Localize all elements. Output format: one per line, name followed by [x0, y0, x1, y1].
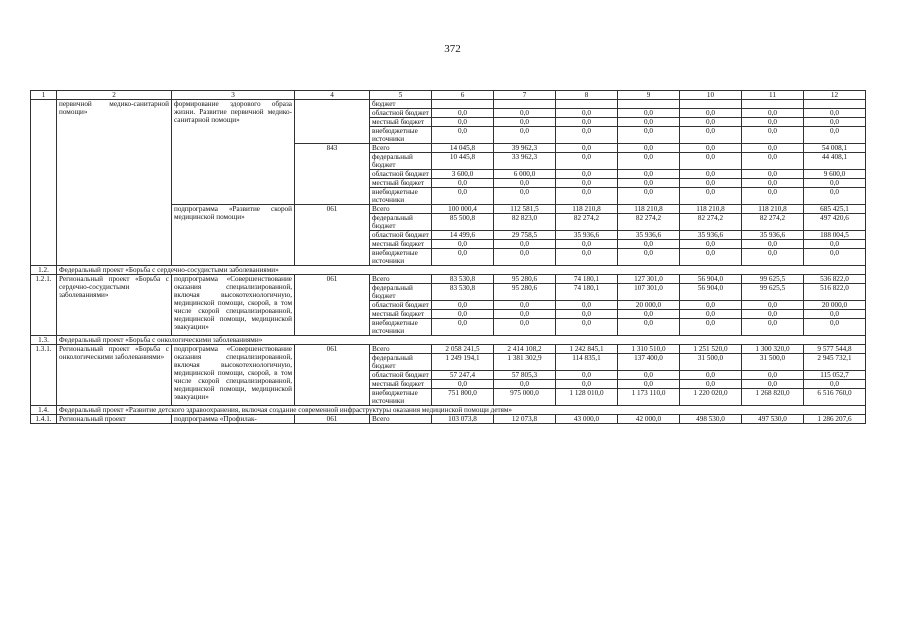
value-cell: 43 000,0	[556, 415, 618, 424]
value-cell: 1 286 207,6	[804, 415, 866, 424]
value-cell: 0,0	[494, 240, 556, 249]
source-cell: Всего	[370, 205, 432, 214]
source-cell: Всего	[370, 345, 432, 354]
value-cell: 0,0	[680, 153, 742, 170]
value-cell: 0,0	[680, 144, 742, 153]
source-cell: областной бюджет	[370, 301, 432, 310]
item-number-cell: 1.4.1.	[31, 415, 57, 424]
item-number-cell: 1.3.1.	[31, 345, 57, 406]
value-cell: 12 073,8	[494, 415, 556, 424]
value-cell: 0,0	[742, 144, 804, 153]
value-cell: 82 274,2	[742, 214, 804, 231]
value-cell: 14 045,8	[432, 144, 494, 153]
value-cell: 0,0	[804, 319, 866, 336]
value-cell: 0,0	[556, 118, 618, 127]
value-cell: 57 805,3	[494, 371, 556, 380]
column-number-cell: 7	[494, 91, 556, 100]
value-cell: 103 073,8	[432, 415, 494, 424]
source-cell: Всего	[370, 275, 432, 284]
source-cell: внебюджетные источники	[370, 188, 432, 205]
value-cell: 35 936,6	[742, 231, 804, 240]
source-cell: федеральный бюджет	[370, 214, 432, 231]
value-cell: 0,0	[680, 179, 742, 188]
section-number-cell: 1.4.	[31, 406, 57, 415]
source-cell: бюджет	[370, 100, 432, 109]
value-cell: 33 962,3	[494, 153, 556, 170]
source-cell: местный бюджет	[370, 240, 432, 249]
value-cell: 0,0	[494, 188, 556, 205]
value-cell: 0,0	[432, 109, 494, 118]
value-cell: 0,0	[618, 144, 680, 153]
value-cell: 1 300 320,0	[742, 345, 804, 354]
value-cell: 0,0	[742, 127, 804, 144]
value-cell: 56 904,0	[680, 284, 742, 301]
value-cell: 1 128 010,0	[556, 389, 618, 406]
value-cell: 0,0	[804, 179, 866, 188]
value-cell: 0,0	[618, 153, 680, 170]
value-cell: 0,0	[494, 249, 556, 266]
value-cell: 0,0	[618, 249, 680, 266]
value-cell: 14 499,6	[432, 231, 494, 240]
value-cell: 0,0	[618, 118, 680, 127]
value-cell: 0,0	[618, 371, 680, 380]
section-number-cell: 1.2.	[31, 266, 57, 275]
value-cell: 1 251 520,0	[680, 345, 742, 354]
value-cell: 0,0	[494, 179, 556, 188]
value-cell: 95 280,6	[494, 275, 556, 284]
project-name-cell: первичной медико-санитарной помощи»	[57, 100, 172, 266]
value-cell: 0,0	[742, 371, 804, 380]
value-cell: 0,0	[556, 319, 618, 336]
admin-code-cell: 061	[295, 345, 370, 406]
value-cell: 0,0	[680, 249, 742, 266]
value-cell: 0,0	[494, 301, 556, 310]
source-cell: Всего	[370, 144, 432, 153]
value-cell: 0,0	[680, 380, 742, 389]
value-cell: 0,0	[804, 240, 866, 249]
section-title-cell: Федеральный проект «Борьба с онкологическими заболеваниями»	[57, 336, 866, 345]
value-cell: 31 500,0	[742, 354, 804, 371]
value-cell: 44 408,1	[804, 153, 866, 170]
value-cell: 536 822,0	[804, 275, 866, 284]
value-cell: 85 500,8	[432, 214, 494, 231]
column-number-cell: 12	[804, 91, 866, 100]
value-cell: 0,0	[742, 153, 804, 170]
value-cell: 0,0	[432, 301, 494, 310]
value-cell: 0,0	[680, 109, 742, 118]
value-cell: 0,0	[618, 170, 680, 179]
value-cell: 0,0	[742, 301, 804, 310]
value-cell: 0,0	[618, 240, 680, 249]
value-cell: 516 822,0	[804, 284, 866, 301]
value-cell: 82 274,2	[680, 214, 742, 231]
budget-table	[30, 90, 866, 424]
value-cell: 685 425,1	[804, 205, 866, 214]
admin-code-cell: 061	[295, 205, 370, 266]
value-cell: 0,0	[556, 109, 618, 118]
column-number-cell: 3	[172, 91, 295, 100]
value-cell: 112 581,5	[494, 205, 556, 214]
value-cell: 1 242 845,1	[556, 345, 618, 354]
value-cell: 0,0	[680, 127, 742, 144]
value-cell: 0,0	[556, 170, 618, 179]
value-cell: 0,0	[680, 371, 742, 380]
table-cell	[31, 100, 57, 266]
value-cell: 83 530,8	[432, 284, 494, 301]
value-cell: 1 310 510,0	[618, 345, 680, 354]
value-cell: 0,0	[494, 127, 556, 144]
value-cell: 0,0	[556, 301, 618, 310]
value-cell: 0,0	[432, 118, 494, 127]
value-cell: 42 000,0	[618, 415, 680, 424]
subprogram-cell: формирование здорового образа жизни. Развитие первичной медико-санитарной помощи»	[172, 100, 295, 205]
section-title-cell: Федеральный проект «Развитие детского здравоохранения, включая создание современной инфраструктуры оказания медицинской помощи детям»	[57, 406, 866, 415]
value-cell: 0,0	[556, 371, 618, 380]
column-number-cell: 5	[370, 91, 432, 100]
value-cell: 74 180,1	[556, 275, 618, 284]
source-cell: областной бюджет	[370, 371, 432, 380]
value-cell: 0,0	[804, 380, 866, 389]
value-cell: 0,0	[556, 240, 618, 249]
value-cell: 0,0	[742, 310, 804, 319]
value-cell: 2 058 241,5	[432, 345, 494, 354]
value-cell: 6 516 760,0	[804, 389, 866, 406]
value-cell: 0,0	[556, 127, 618, 144]
value-cell: 0,0	[494, 319, 556, 336]
table-cell	[432, 100, 494, 109]
value-cell: 35 936,6	[556, 231, 618, 240]
value-cell: 57 247,4	[432, 371, 494, 380]
value-cell: 0,0	[680, 188, 742, 205]
value-cell: 497 420,6	[804, 214, 866, 231]
value-cell: 0,0	[556, 188, 618, 205]
table-cell	[804, 100, 866, 109]
project-name-cell: Региональный проект «Борьба с онкологическими заболеваниями»	[57, 345, 172, 406]
value-cell: 0,0	[742, 118, 804, 127]
value-cell: 82 823,0	[494, 214, 556, 231]
value-cell: 29 758,5	[494, 231, 556, 240]
value-cell: 100 000,4	[432, 205, 494, 214]
source-cell: областной бюджет	[370, 231, 432, 240]
value-cell: 1 249 194,1	[432, 354, 494, 371]
value-cell: 9 577 544,8	[804, 345, 866, 354]
value-cell: 1 381 302,9	[494, 354, 556, 371]
value-cell: 0,0	[680, 170, 742, 179]
value-cell: 54 008,1	[804, 144, 866, 153]
value-cell: 3 600,0	[432, 170, 494, 179]
value-cell: 0,0	[618, 109, 680, 118]
value-cell: 0,0	[556, 153, 618, 170]
value-cell: 188 004,5	[804, 231, 866, 240]
value-cell: 0,0	[680, 240, 742, 249]
source-cell: внебюджетные источники	[370, 127, 432, 144]
value-cell: 99 625,5	[742, 284, 804, 301]
admin-code-cell: 061	[295, 415, 370, 424]
value-cell: 0,0	[742, 380, 804, 389]
value-cell: 0,0	[618, 380, 680, 389]
source-cell: федеральный бюджет	[370, 153, 432, 170]
value-cell: 137 400,0	[618, 354, 680, 371]
value-cell: 0,0	[804, 109, 866, 118]
value-cell: 0,0	[432, 188, 494, 205]
value-cell: 118 210,8	[742, 205, 804, 214]
project-name-cell: Региональный проект «Борьба с сердечно-сосудистыми заболеваниями»	[57, 275, 172, 336]
source-cell: федеральный бюджет	[370, 284, 432, 301]
value-cell: 127 301,0	[618, 275, 680, 284]
value-cell: 0,0	[742, 249, 804, 266]
value-cell: 975 000,0	[494, 389, 556, 406]
table-row	[31, 415, 866, 424]
value-cell: 56 904,0	[680, 275, 742, 284]
value-cell: 0,0	[432, 127, 494, 144]
source-cell: внебюджетные источники	[370, 319, 432, 336]
value-cell: 0,0	[494, 109, 556, 118]
value-cell: 497 530,0	[742, 415, 804, 424]
value-cell: 118 210,8	[618, 205, 680, 214]
value-cell: 0,0	[432, 310, 494, 319]
value-cell: 0,0	[618, 188, 680, 205]
value-cell: 0,0	[742, 109, 804, 118]
value-cell: 0,0	[494, 310, 556, 319]
value-cell: 0,0	[804, 188, 866, 205]
table-cell	[680, 100, 742, 109]
value-cell: 6 000,0	[494, 170, 556, 179]
table-cell	[742, 100, 804, 109]
value-cell: 107 301,0	[618, 284, 680, 301]
column-number-cell: 2	[57, 91, 172, 100]
value-cell: 114 835,1	[556, 354, 618, 371]
subprogram-cell: подпрограмма «Развитие скорой медицинской помощи»	[172, 205, 295, 266]
value-cell: 0,0	[556, 310, 618, 319]
subprogram-cell: подпрограмма «Совершенствование оказания специализированной, включая высокотехнологичную, медицинской помощи, скорой, в том числе скорой специализированной, медицинской помощи, медицинской эвакуации»	[172, 275, 295, 336]
value-cell: 0,0	[494, 380, 556, 389]
value-cell: 0,0	[680, 118, 742, 127]
value-cell: 498 530,0	[680, 415, 742, 424]
value-cell: 0,0	[804, 310, 866, 319]
value-cell: 118 210,8	[556, 205, 618, 214]
page-number: 372	[444, 43, 461, 55]
section-row	[31, 266, 866, 275]
source-cell: внебюджетные источники	[370, 249, 432, 266]
admin-code-cell: 843	[295, 144, 370, 205]
value-cell: 751 800,0	[432, 389, 494, 406]
value-cell: 2 945 732,1	[804, 354, 866, 371]
value-cell: 1 220 020,0	[680, 389, 742, 406]
value-cell: 0,0	[432, 179, 494, 188]
value-cell: 0,0	[432, 380, 494, 389]
value-cell: 2 414 108,2	[494, 345, 556, 354]
project-name-cell: Региональный проект	[57, 415, 172, 424]
admin-code-cell: 061	[295, 275, 370, 336]
column-number-cell: 6	[432, 91, 494, 100]
value-cell: 0,0	[680, 301, 742, 310]
value-cell: 0,0	[556, 144, 618, 153]
value-cell: 0,0	[432, 240, 494, 249]
table-cell	[618, 100, 680, 109]
value-cell: 82 274,2	[556, 214, 618, 231]
value-cell: 1 173 110,0	[618, 389, 680, 406]
source-cell: местный бюджет	[370, 310, 432, 319]
section-number-cell: 1.3.	[31, 336, 57, 345]
value-cell: 9 600,0	[804, 170, 866, 179]
table-cell	[556, 100, 618, 109]
column-number-cell: 1	[31, 91, 57, 100]
value-cell: 0,0	[804, 118, 866, 127]
value-cell: 0,0	[556, 179, 618, 188]
item-number-cell: 1.2.1.	[31, 275, 57, 336]
source-cell: областной бюджет	[370, 170, 432, 179]
value-cell: 20 000,0	[804, 301, 866, 310]
value-cell: 10 445,8	[432, 153, 494, 170]
value-cell: 0,0	[432, 319, 494, 336]
section-row	[31, 336, 866, 345]
value-cell: 0,0	[804, 127, 866, 144]
value-cell: 0,0	[742, 170, 804, 179]
source-cell: областной бюджет	[370, 109, 432, 118]
table-row	[31, 275, 866, 284]
value-cell: 0,0	[494, 118, 556, 127]
value-cell: 20 000,0	[618, 301, 680, 310]
section-title-cell: Федеральный проект «Борьба с сердечно-сосудистыми заболеваниями»	[57, 266, 866, 275]
source-cell: внебюджетные источники	[370, 389, 432, 406]
value-cell: 0,0	[432, 249, 494, 266]
header-row	[31, 91, 866, 100]
value-cell: 35 936,6	[618, 231, 680, 240]
value-cell: 115 052,7	[804, 371, 866, 380]
subprogram-cell: подпрограмма «Совершенствование оказания специализированной, включая высокотехнологичную, медицинской помощи, скорой, в том числе скорой специализированной, медицинской помощи, медицинской эвакуации»	[172, 345, 295, 406]
table-cell	[494, 100, 556, 109]
value-cell: 82 274,2	[618, 214, 680, 231]
value-cell: 0,0	[556, 380, 618, 389]
value-cell: 0,0	[742, 319, 804, 336]
section-row	[31, 406, 866, 415]
column-number-cell: 4	[295, 91, 370, 100]
value-cell: 0,0	[742, 179, 804, 188]
value-cell: 31 500,0	[680, 354, 742, 371]
value-cell: 35 936,6	[680, 231, 742, 240]
value-cell: 0,0	[618, 179, 680, 188]
value-cell: 39 962,3	[494, 144, 556, 153]
source-cell: федеральный бюджет	[370, 354, 432, 371]
value-cell: 1 268 820,0	[742, 389, 804, 406]
value-cell: 0,0	[680, 319, 742, 336]
column-number-cell: 11	[742, 91, 804, 100]
table-row	[31, 100, 866, 109]
value-cell: 118 210,8	[680, 205, 742, 214]
value-cell: 74 180,1	[556, 284, 618, 301]
value-cell: 0,0	[804, 249, 866, 266]
source-cell: местный бюджет	[370, 380, 432, 389]
value-cell: 83 530,8	[432, 275, 494, 284]
value-cell: 0,0	[556, 249, 618, 266]
source-cell: местный бюджет	[370, 179, 432, 188]
value-cell: 99 625,5	[742, 275, 804, 284]
table-cell	[295, 100, 370, 144]
column-number-cell: 10	[680, 91, 742, 100]
table-row	[31, 345, 866, 354]
subprogram-cell: подпрограмма «Профилак-	[172, 415, 295, 424]
value-cell: 0,0	[742, 240, 804, 249]
value-cell: 0,0	[680, 310, 742, 319]
value-cell: 95 280,6	[494, 284, 556, 301]
column-number-cell: 8	[556, 91, 618, 100]
value-cell: 0,0	[742, 188, 804, 205]
value-cell: 0,0	[618, 319, 680, 336]
value-cell: 0,0	[618, 127, 680, 144]
column-number-cell: 9	[618, 91, 680, 100]
source-cell: Всего	[370, 415, 432, 424]
value-cell: 0,0	[618, 310, 680, 319]
source-cell: местный бюджет	[370, 118, 432, 127]
